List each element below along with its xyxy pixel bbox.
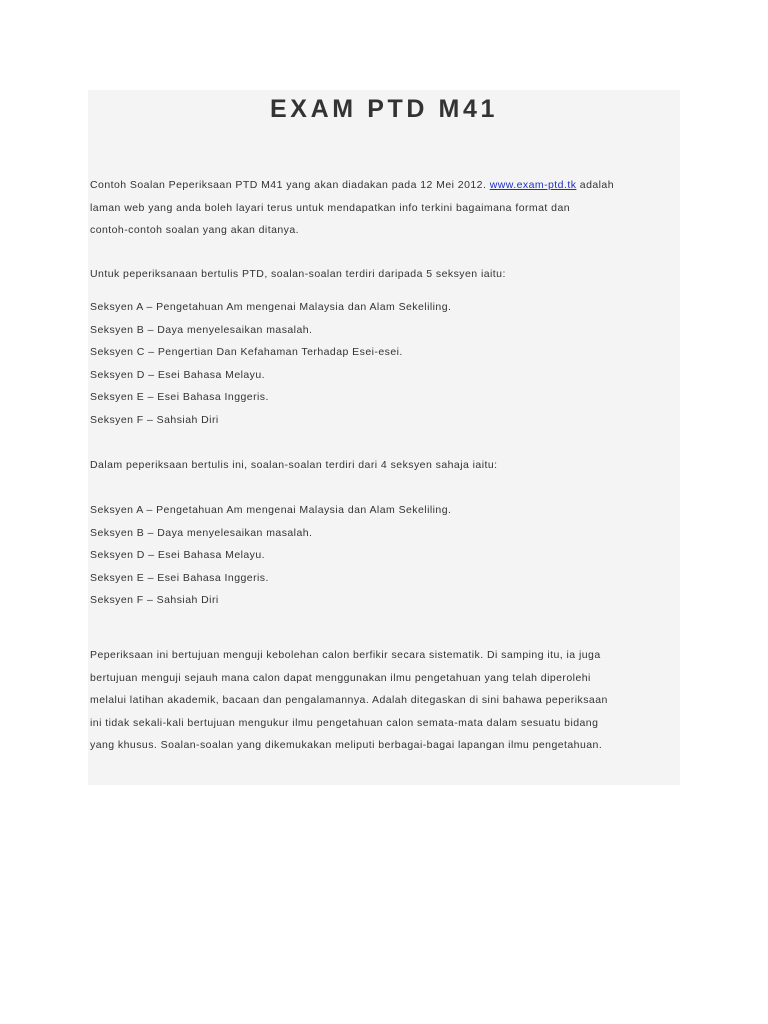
intro-paragraph — [90, 174, 680, 242]
intro-line-3: contoh-contoh soalan yang akan ditanya. — [90, 224, 300, 237]
closing-line: Peperiksaan ini bertujuan menguji kebolehan calon berfikir secara sistematik. Di samping itu, ia juga — [90, 649, 601, 661]
intro-line-2: laman web yang anda boleh layari terus untuk mendapatkan info terkini bagaimana format dan — [90, 201, 571, 214]
exam-ptd-link[interactable]: www.exam-ptd.tk — [489, 179, 577, 191]
closing-line: ini tidak sekali-kali bertujuan mengukur ilmu pengetahuan calon semata-mata dalam sesuatu bidang — [90, 716, 599, 729]
closing-paragraph — [90, 644, 680, 757]
section-item: Seksyen D – Esei Bahasa Melayu. — [90, 549, 266, 562]
section-item: Seksyen A – Pengetahuan Am mengenai Malaysia dan Alam Sekeliling. — [90, 301, 452, 313]
closing-line: yang khusus. Soalan-soalan yang dikemukakan meliputi berbagai-bagai lapangan ilmu pengetahuan. — [90, 739, 603, 752]
intro-text-before-link: Contoh Soalan Peperiksaan PTD M41 yang akan diadakan pada 12 Mei 2012. — [90, 179, 490, 191]
section-list-1 — [90, 296, 680, 432]
section-item: Seksyen B – Daya menyelesaikan masalah. — [90, 323, 313, 336]
written-exam-intro-2: Dalam peperiksaan bertulis ini, soalan-soalan terdiri dari 4 seksyen sahaja iaitu: — [90, 459, 498, 471]
section-item: Seksyen A – Pengetahuan Am mengenai Malaysia dan Alam Sekeliling. — [90, 504, 452, 516]
section-item: Seksyen F – Sahsiah Diri — [90, 413, 219, 426]
intro-line-1 — [90, 174, 680, 197]
written-exam-intro: Untuk peperiksanaan bertulis PTD, soalan-soalan terdiri daripada 5 seksyen iaitu: — [90, 268, 506, 280]
closing-line: bertujuan menguji sejauh mana calon dapat menggunakan ilmu pengetahuan yang telah diperolehi — [90, 671, 591, 684]
section-item: Seksyen F – Sahsiah Diri — [90, 594, 219, 607]
section-item: Seksyen D – Esei Bahasa Melayu. — [90, 368, 266, 381]
document-panel — [88, 90, 680, 785]
section-item: Seksyen C – Pengertian Dan Kefahaman Terhadap Esei-esei. — [90, 346, 403, 359]
section-list-2 — [90, 499, 680, 612]
section-item: Seksyen E – Esei Bahasa Inggeris. — [90, 571, 269, 584]
closing-line: melalui latihan akademik, bacaan dan pengalamannya. Adalah ditegaskan di sini bahawa peperiksaan — [90, 694, 608, 707]
intro-text-after-link: adalah — [576, 179, 615, 191]
page-title: EXAM PTD M41 — [270, 95, 498, 123]
section-item: Seksyen E – Esei Bahasa Inggeris. — [90, 391, 269, 404]
section-item: Seksyen B – Daya menyelesaikan masalah. — [90, 526, 313, 539]
